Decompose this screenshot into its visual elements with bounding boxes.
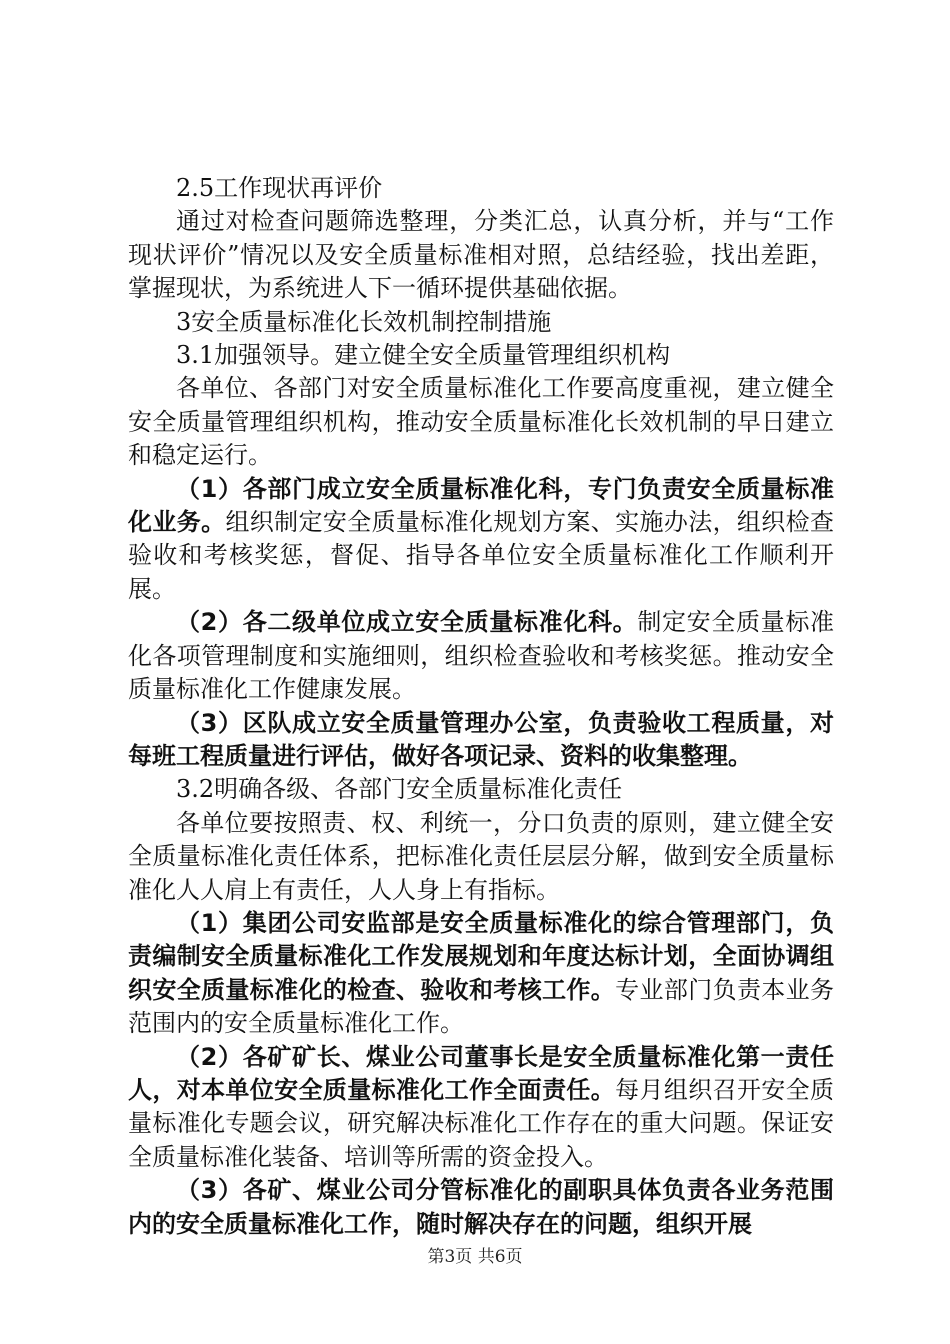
- document-body: [128, 172, 834, 1241]
- paragraph-3-2-item-3: [128, 1174, 834, 1241]
- page-footer: 第3页 共6页: [427, 1247, 523, 1267]
- section-heading-3: 3安全质量标准化长效机制控制措施: [176, 307, 552, 336]
- paragraph-lead: （2）各矿矿长、煤业公司董事长是安全质量标准化第一责任人，对本单位安全质量标准化工作全面责任。: [128, 1042, 834, 1104]
- paragraph-text: 组织制定安全质量标准化规划方案、实施办法，组织检查验收和考核奖惩，督促、指导各单位安全质量标准化工作顺利开展。: [128, 508, 835, 603]
- paragraph-3-2-item-1: [128, 907, 834, 1041]
- paragraph-3-2-item-2: [128, 1041, 834, 1175]
- section-heading-3-2: 3.2明确各级、各部门安全质量标准化责任: [176, 775, 623, 804]
- paragraph-text: 各单位、各部门对安全质量标准化工作要高度重视，建立健全安全质量管理组织机构，推动安全质量标准化长效机制的早日建立和稳定运行。: [128, 374, 834, 470]
- section-heading-3-1: 3.1加强领导。建立健全安全质量管理组织机构: [176, 341, 671, 370]
- paragraph-text: 专业部门负责本业务范围内的安全质量标准化工作。: [128, 975, 835, 1038]
- paragraph-lead: （1）集团公司安监部是安全质量标准化的综合管理部门，负责编制安全质量标准化工作发展规划和年度达标计划，全面协调组织安全质量标准化的检查、验收和考核工作。: [128, 908, 834, 1004]
- paragraph-3-1-body: [128, 372, 834, 472]
- section-heading-2-5: 2.5工作现状再评价: [176, 174, 383, 202]
- paragraph-2-5-body: [128, 205, 834, 305]
- paragraph-3-1-item-2: [128, 606, 834, 706]
- paragraph-lead: （1）各部门成立安全质量标准化科，专门负责安全质量标准化业务。: [128, 474, 834, 537]
- paragraph-3-2-body: [128, 807, 834, 907]
- paragraph-text: 各单位要按照责、权、利统一，分口负责的原则，建立健全安全质量标准化责任体系，把标准化责任层层分解，做到安全质量标准化人人肩上有责任，人人身上有指标。: [128, 808, 834, 904]
- paragraph-text: 制定安全质量标准化各项管理制度和实施细则，组织检查验收和考核奖惩。推动安全质量标准化工作健康发展。: [128, 608, 835, 704]
- paragraph-lead: （3）各矿、煤业公司分管标准化的副职具体负责各业务范围内的安全质量标准化工作，随时解决存在的问题，组织开展: [128, 1176, 834, 1238]
- paragraph-lead: （3）区队成立安全质量管理办公室，负责验收工程质量，对每班工程质量进行评估，做好各项记录、资料的收集整理。: [128, 708, 834, 770]
- paragraph-3-1-item-3: [128, 707, 834, 774]
- paragraph-text: 每月组织召开安全质量标准化专题会议，研究解决标准化工作存在的重大问题。保证安全质量标准化装备、培训等所需的资金投入。: [128, 1075, 835, 1171]
- paragraph-3-1-item-1: [128, 473, 834, 607]
- paragraph-text: 通过对检查问题筛选整理，分类汇总，认真分析，并与“工作现状评价”情况以及安全质量标准相对照，总结经验，找出差距，掌握现状，为系统进人下一循环提供基础依据。: [128, 207, 834, 303]
- paragraph-lead: （2）各二级单位成立安全质量标准化科。: [176, 608, 638, 637]
